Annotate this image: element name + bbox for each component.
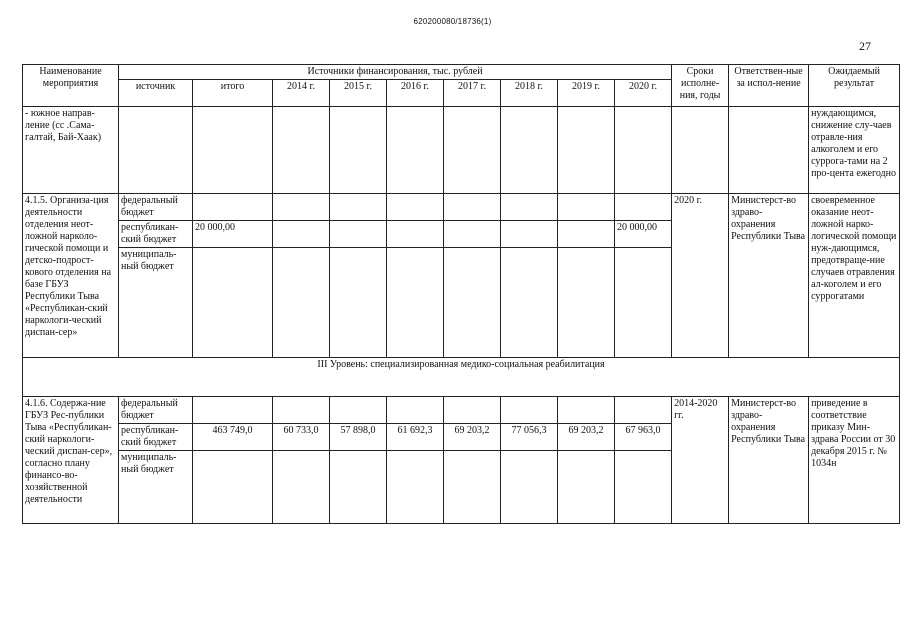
- financing-table: [22, 64, 900, 524]
- cell-2019: [558, 107, 615, 194]
- cell-2017: [444, 194, 501, 221]
- cell-2017: 69 203,2: [444, 424, 501, 451]
- cell-2014: [273, 221, 330, 248]
- cell-2015: [330, 221, 387, 248]
- cell-2015: [330, 397, 387, 424]
- cell-2018: [501, 451, 558, 524]
- cell-2016: 61 692,3: [387, 424, 444, 451]
- cell-source: республикан-ский бюджет: [119, 424, 193, 451]
- cell-2017: [444, 107, 501, 194]
- cell-source: муниципаль-ный бюджет: [119, 248, 193, 358]
- cell-responsible: Министерст-во здраво-охранения Республики Тыва: [729, 397, 809, 524]
- cell-2016: [387, 107, 444, 194]
- cell-total: [193, 397, 273, 424]
- cell-2014: 60 733,0: [273, 424, 330, 451]
- cell-2020: [615, 451, 672, 524]
- cell-2020: [615, 248, 672, 358]
- cell-2018: [501, 221, 558, 248]
- page-number: 27: [859, 39, 871, 53]
- cell-deadline: 2014-2020 гг.: [672, 397, 729, 524]
- cell-total: [193, 107, 273, 194]
- cell-2015: [330, 248, 387, 358]
- cell-source: муниципаль-ный бюджет: [119, 451, 193, 524]
- header-year-2020: 2020 г.: [615, 80, 672, 107]
- header-year-2014: 2014 г.: [273, 80, 330, 107]
- cell-total: [193, 451, 273, 524]
- cell-2017: [444, 248, 501, 358]
- cell-2017: [444, 451, 501, 524]
- cell-2016: [387, 451, 444, 524]
- cell-2016: [387, 397, 444, 424]
- cell-2014: [273, 248, 330, 358]
- cell-2018: [501, 248, 558, 358]
- cell-2018: [501, 397, 558, 424]
- cell-total: [193, 248, 273, 358]
- cell-responsible: Министерст-во здраво-охранения Республики Тыва: [729, 194, 809, 358]
- section-row: [23, 358, 900, 397]
- header-name: Наименование мероприятия: [23, 65, 119, 107]
- header-year-2019: 2019 г.: [558, 80, 615, 107]
- cell-2017: [444, 221, 501, 248]
- cell-name: 4.1.6. Содержа-ние ГБУЗ Рес-публики Тыва «Республикан-ский наркологи-ческий диспан-сер», согласно плану финансо-во-хозяйственной деятельности: [23, 397, 119, 524]
- header-total: итого: [193, 80, 273, 107]
- cell-2014: [273, 107, 330, 194]
- cell-result: своевременное оказание неот-ложной нарко-логической помощи нуж-дающимся, предотвраще-ние случаев отравления ал-коголем и его суррогатами: [809, 194, 900, 358]
- header-year-2015: 2015 г.: [330, 80, 387, 107]
- cell-deadline: [672, 107, 729, 194]
- cell-2015: [330, 194, 387, 221]
- cell-result: приведение в соответствие приказу Мин-здрава России от 30 декабря 2015 г. № 1034н: [809, 397, 900, 524]
- cell-2017: [444, 397, 501, 424]
- cell-2019: 69 203,2: [558, 424, 615, 451]
- header-source: источник: [119, 80, 193, 107]
- header-year-2016: 2016 г.: [387, 80, 444, 107]
- cell-source: республикан-ский бюджет: [119, 221, 193, 248]
- cell-2019: [558, 451, 615, 524]
- cell-2014: [273, 194, 330, 221]
- cell-2014: [273, 397, 330, 424]
- cell-name: 4.1.5. Организа-ция деятельности отделения неот-ложной нарколо-гической помощи и детско-подрост-кового отделения на базе ГБУЗ Республики Тыва «Республикан-ский наркологи-ческий диспан-сер»: [23, 194, 119, 358]
- cell-2020: 20 000,00: [615, 221, 672, 248]
- cell-2019: [558, 397, 615, 424]
- table-row: [23, 397, 900, 424]
- cell-2018: 77 056,3: [501, 424, 558, 451]
- cell-2015: [330, 107, 387, 194]
- cell-2020: 67 963,0: [615, 424, 672, 451]
- cell-result: нуждающимся, снижение слу-чаев отравле-ния алкоголем и его суррога-тами на 2 про-цента ежегодно: [809, 107, 900, 194]
- cell-source: [119, 107, 193, 194]
- table-row: [23, 107, 900, 194]
- cell-name: - южное направ-ление (сс .Сама-галтай, Бай-Хаак): [23, 107, 119, 194]
- cell-2015: 57 898,0: [330, 424, 387, 451]
- header-year-2018: 2018 г.: [501, 80, 558, 107]
- cell-total: 20 000,00: [193, 221, 273, 248]
- cell-total: 463 749,0: [193, 424, 273, 451]
- cell-2019: [558, 221, 615, 248]
- cell-2016: [387, 194, 444, 221]
- cell-2019: [558, 248, 615, 358]
- cell-responsible: [729, 107, 809, 194]
- header-result: Ожидаемый результат: [809, 65, 900, 107]
- header-financing: Источники финансирования, тыс. рублей: [119, 65, 672, 80]
- cell-2015: [330, 451, 387, 524]
- cell-deadline: 2020 г.: [672, 194, 729, 358]
- cell-2014: [273, 451, 330, 524]
- document-id: 620200080/18736(1): [413, 17, 492, 26]
- cell-2016: [387, 248, 444, 358]
- section-title: III Уровень: специализированная медико-социальная реабилитация: [23, 358, 900, 397]
- cell-2020: [615, 107, 672, 194]
- cell-2020: [615, 397, 672, 424]
- header-responsible: Ответствен-ные за испол-нение: [729, 65, 809, 107]
- cell-2016: [387, 221, 444, 248]
- cell-source: федеральный бюджет: [119, 194, 193, 221]
- header-row-1: [23, 65, 900, 80]
- cell-2020: [615, 194, 672, 221]
- cell-source: федеральный бюджет: [119, 397, 193, 424]
- cell-total: [193, 194, 273, 221]
- cell-2018: [501, 107, 558, 194]
- header-year-2017: 2017 г.: [444, 80, 501, 107]
- table-row: [23, 194, 900, 221]
- header-deadline: Сроки исполне-ния, годы: [672, 65, 729, 107]
- cell-2019: [558, 194, 615, 221]
- cell-2018: [501, 194, 558, 221]
